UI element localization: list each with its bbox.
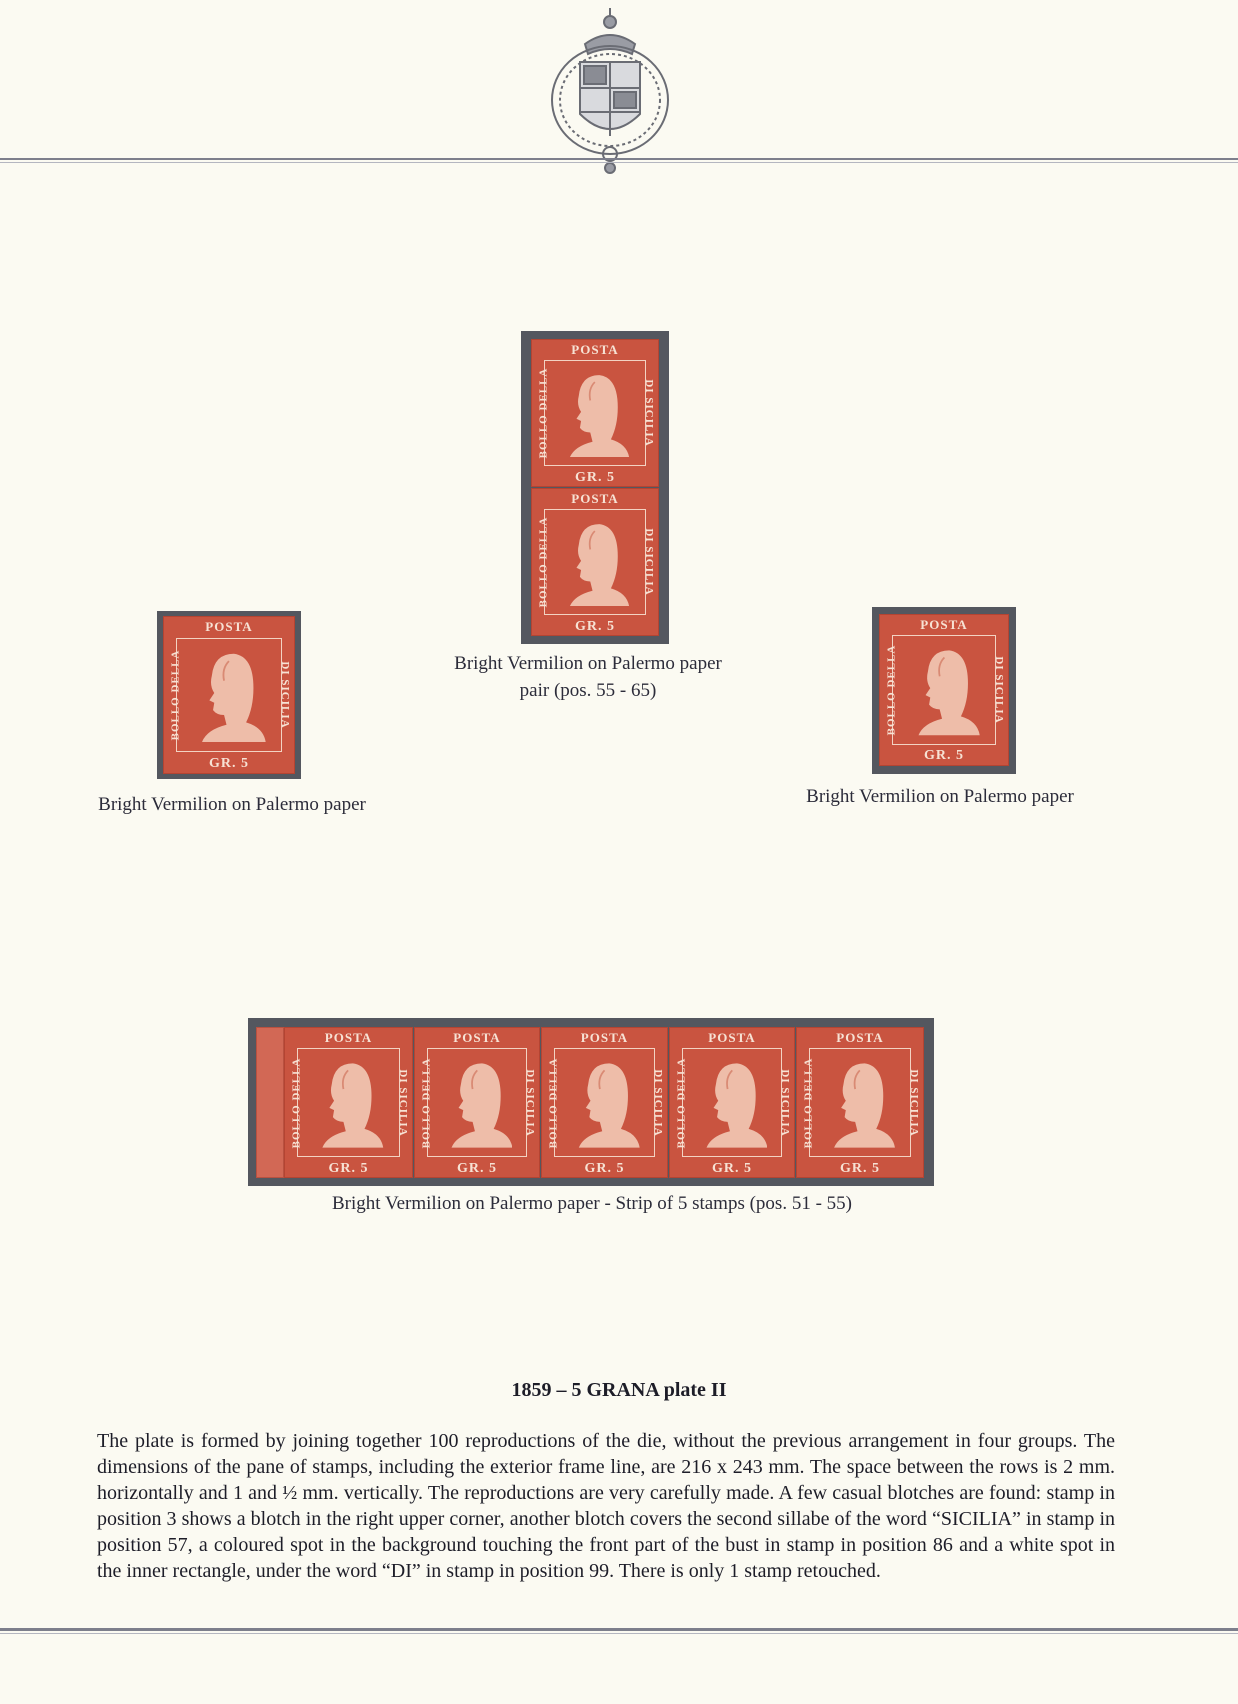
section-body: The plate is formed by joining together 100 reproductions of the die, without the previous arrangement in four groups. The dimensions of the pane of stamps, including the exterior frame line, are 216 x 243 mm. The space between the rows is 2 mm. horizontally and 1 and ½ mm. vertically. The reproductions are very carefully made. A few casual blotches are found: stamp in position 3 shows a blotch in the right upper corner, another blotch covers the second sillabe of the word “SICILIA” in stamp in position 57, a coloured spot in the background touching the front part of the bust in stamp in position 86 and a white spot in the inner rectangle, under the word “DI” in stamp in position 99. There is only 1 stamp retouched. (97, 1430, 1115, 1582)
strip-selvage (256, 1027, 284, 1178)
caption-right-single: Bright Vermilion on Palermo paper (806, 786, 1074, 807)
stamp-right-single (879, 614, 1009, 766)
strip-stamp-1 (284, 1027, 413, 1178)
stamp-label-right: DI SICILIA (992, 656, 1005, 724)
stamp-label-top: POSTA (920, 617, 968, 633)
stamp-label-top: POSTA (571, 490, 619, 506)
top-rule-thin (0, 162, 1238, 163)
stamp-label-left: BOLLO DELLA (802, 1057, 815, 1148)
stamp-label-left: BOLLO DELLA (420, 1057, 433, 1148)
stamp-label-left: BOLLO DELLA (885, 644, 898, 736)
stamp-label-top: POSTA (324, 1030, 373, 1046)
stamp-label-left: BOLLO DELLA (547, 1057, 560, 1148)
top-rule (0, 158, 1238, 160)
king-profile-portrait (569, 1054, 640, 1148)
stamp-pair-top (531, 339, 659, 487)
strip-stamp-4 (669, 1027, 795, 1178)
stamp-label-left: BOLLO DELLA (290, 1057, 303, 1148)
stamp-label-left: BOLLO DELLA (169, 649, 182, 741)
stamp-label-left: BOLLO DELLA (537, 516, 550, 608)
caption-pair-line1: Bright Vermilion on Palermo paper (454, 653, 722, 674)
stamp-label-bottom: GR. 5 (584, 1160, 625, 1176)
stamp-label-top: POSTA (708, 1030, 756, 1046)
king-profile-portrait (908, 641, 981, 735)
stamp-label-top: POSTA (571, 341, 619, 357)
king-profile-portrait (559, 366, 631, 458)
stamp-label-right: DI SICILIA (278, 661, 291, 729)
section-heading: 1859 – 5 GRANA plate II (511, 1379, 727, 1401)
stamp-label-bottom: GR. 5 (328, 1160, 369, 1176)
stamp-label-left: BOLLO DELLA (675, 1057, 688, 1148)
stamp-label-top: POSTA (205, 619, 253, 635)
stamp-label-right: DI SICILIA (642, 379, 655, 447)
stamp-label-right: DI SICILIA (907, 1068, 920, 1137)
strip-stamp-5 (796, 1027, 924, 1178)
king-profile-portrait (559, 515, 631, 607)
caption-left-single: Bright Vermilion on Palermo paper (98, 794, 366, 815)
stamp-label-top: POSTA (580, 1030, 629, 1046)
stamp-label-bottom: GR. 5 (924, 748, 964, 764)
king-profile-portrait (442, 1054, 513, 1148)
stamp-label-bottom: GR. 5 (712, 1160, 752, 1176)
bottom-rule-thin (0, 1633, 1238, 1634)
strip-stamp-3 (541, 1027, 668, 1178)
royal-coat-of-arms-crest (540, 4, 680, 176)
caption-pair-line2: pair (pos. 55 - 65) (519, 680, 657, 701)
king-profile-portrait (312, 1054, 384, 1148)
stamp-label-bottom: GR. 5 (575, 618, 615, 634)
king-profile-portrait (192, 644, 266, 742)
stamp-label-left: BOLLO DELLA (537, 367, 550, 459)
king-profile-portrait (824, 1054, 896, 1148)
stamp-label-bottom: GR. 5 (575, 469, 615, 485)
stamp-pair-bottom (531, 488, 659, 636)
stamp-label-top: POSTA (453, 1030, 501, 1046)
stamp-label-right: DI SICILIA (642, 528, 655, 596)
caption-strip: Bright Vermilion on Palermo paper - Strip of 5 stamps (pos. 51 - 55) (332, 1193, 852, 1214)
stamp-label-top: POSTA (836, 1030, 884, 1046)
stamp-label-bottom: GR. 5 (209, 756, 249, 772)
bottom-rule (0, 1628, 1238, 1631)
stamp-label-right: DI SICILIA (396, 1068, 409, 1137)
stamp-label-right: DI SICILIA (651, 1068, 664, 1137)
strip-stamp-2 (414, 1027, 540, 1178)
stamp-label-bottom: GR. 5 (457, 1160, 497, 1176)
stamp-label-right: DI SICILIA (523, 1068, 536, 1137)
stamp-left-single (163, 616, 295, 774)
stamp-label-bottom: GR. 5 (840, 1160, 880, 1176)
stamp-label-right: DI SICILIA (778, 1068, 791, 1137)
king-profile-portrait (697, 1054, 768, 1148)
